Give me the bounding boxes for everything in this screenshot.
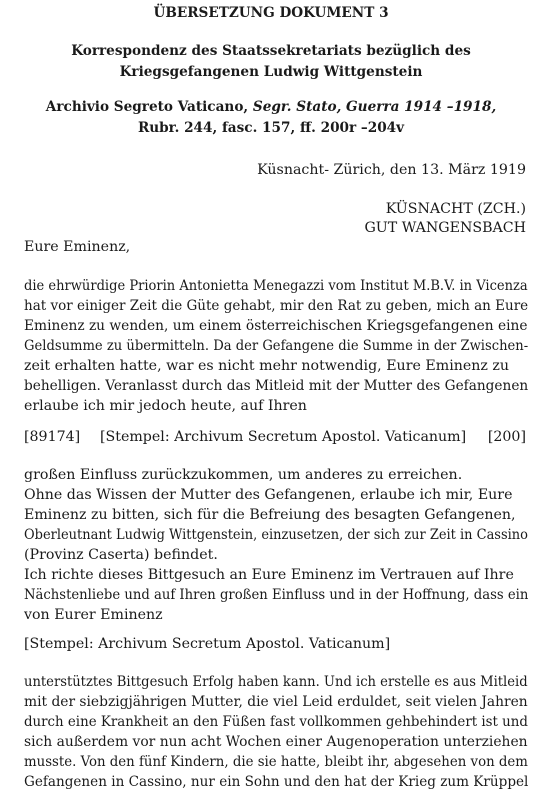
paragraph2-line: von Eurer Eminenz xyxy=(24,607,163,623)
paragraph2-line: Ich richte dieses Bittgesuch an Eure Eminenz im Vertrauen auf Ihre xyxy=(24,567,514,583)
paragraph1-line: Geldsumme zu übermitteln. Da der Gefangene die Summe in der Zwischen- xyxy=(24,338,529,354)
paragraph2-line: Nächstenliebe und auf Ihren großen Einfluss und in der Hoffnung, dass ein xyxy=(24,587,529,603)
paragraph3-line: mit der siebzigjährigen Mutter, die viel Leid erduldet, seit vielen Jahren xyxy=(24,694,528,710)
paragraph3-line: musste. Von den fünf Kindern, die sie hatte, bleibt ihr, abgesehen von dem xyxy=(24,754,528,770)
paragraph3-line: sich außerdem vor nun acht Wochen einer Augenoperation unterziehen xyxy=(24,734,528,750)
paragraph1-line: erlaube ich mir jedoch heute, auf Ihren xyxy=(24,398,307,414)
subtitle-line-1: Korrespondenz des Staatssekretariats bezüglich des xyxy=(71,43,471,59)
letterhead-address-2: GUT WANGENSBACH xyxy=(364,220,526,236)
paragraph2-line: Oberleutnant Ludwig Wittgenstein, einzusetzen, der sich zur Zeit in Cassino xyxy=(24,527,528,543)
paragraph1-line: die ehrwürdige Priorin Antonietta Menegazzi vom Institut M.B.V. in Vicenza xyxy=(24,278,528,294)
paragraph3-line: Gefangenen in Cassino, nur ein Sohn und den hat der Krieg zum Krüppel xyxy=(24,774,529,790)
folio-number: [200] xyxy=(487,429,526,445)
document-title: ÜBERSETZUNG DOKUMENT 3 xyxy=(153,5,389,21)
paragraph2-line: (Provinz Caserta) befindet. xyxy=(24,547,218,563)
subtitle-line-2: Kriegsgefangenen Ludwig Wittgenstein xyxy=(119,64,423,80)
paragraph1-line: behelligen. Veranlasst durch das Mitleid mit der Mutter des Gefangenen xyxy=(24,378,529,394)
archive-series: Segr. Stato, Guerra 1914 –1918, xyxy=(252,99,497,115)
stamp-note-2: [Stempel: Archivum Secretum Apostol. Vaticanum] xyxy=(24,636,391,652)
stamp-note: [Stempel: Archivum Secretum Apostol. Vaticanum] xyxy=(100,429,467,445)
place-date: Küsnacht- Zürich, den 13. März 1919 xyxy=(257,162,526,178)
letterhead-address-1: KÜSNACHT (ZCH.) xyxy=(385,201,526,217)
paragraph1-line: hat vor einiger Zeit die Güte gehabt, mir den Rat zu geben, mich an Eure xyxy=(24,298,529,314)
salutation: Eure Eminenz, xyxy=(24,239,131,255)
paragraph1-line: Eminenz zu wenden, um einem österreichischen Kriegsgefangenen eine xyxy=(24,318,528,334)
document-number: [89174] xyxy=(24,429,81,445)
paragraph2-line: Eminenz zu bitten, sich für die Befreiung des besagten Gefangenen, xyxy=(24,507,516,523)
archive-line-2: Rubr. 244, fasc. 157, ff. 200r –204v xyxy=(137,120,405,136)
paragraph2-line: großen Einfluss zurückzukommen, um anderes zu erreichen. xyxy=(24,467,463,483)
paragraph2-line: Ohne das Wissen der Mutter des Gefangenen, erlaube ich mir, Eure xyxy=(24,487,513,503)
paragraph3-line: unterstütztes Bittgesuch Erfolg haben kann. Und ich erstelle es aus Mitleid xyxy=(24,674,528,690)
archive-line-1 xyxy=(11,97,531,117)
archive-name: Archivio Segreto Vaticano, xyxy=(45,99,253,115)
paragraph1-line: zeit erhalten hatte, war es nicht mehr notwendig, Eure Eminenz zu xyxy=(24,358,509,374)
paragraph3-line: durch eine Krankheit an den Füßen fast vollkommen gehbehindert ist und xyxy=(24,714,528,730)
